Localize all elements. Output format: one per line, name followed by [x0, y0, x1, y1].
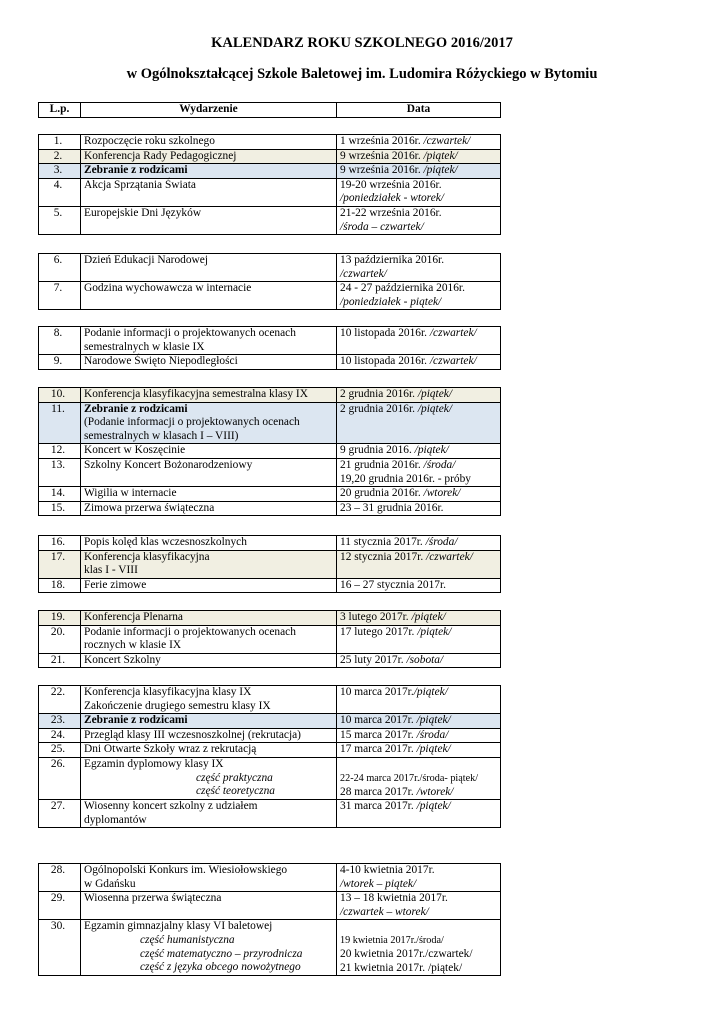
- event-cell: Rozpoczęcie roku szkolnego: [81, 135, 337, 150]
- date-cell: 16 – 27 stycznia 2017r.: [337, 578, 501, 593]
- event-text: Podanie informacji o projektowanych ocenach: [84, 625, 296, 638]
- event-cell: [81, 757, 337, 799]
- row-number: 6.: [39, 254, 81, 282]
- event-cell: [81, 800, 337, 828]
- row-number: 18.: [39, 578, 81, 593]
- event-text: Egzamin gimnazjalny klasy VI baletowej: [84, 920, 273, 933]
- date-cell: [337, 653, 501, 668]
- date-text: 25 luty 2017r.: [340, 653, 407, 666]
- day-text: /sobota/: [406, 653, 444, 666]
- row-number: 3.: [39, 164, 81, 179]
- day-text: /wtorek/: [416, 785, 454, 798]
- date-cell: [337, 458, 501, 486]
- date-cell: [337, 686, 501, 714]
- date-cell: 23 – 31 grudnia 2016r.: [337, 501, 501, 516]
- date-cell: [337, 743, 501, 758]
- date-text: 9 września 2016r.: [340, 164, 424, 177]
- date-text: 19-20 września 2016r.: [340, 178, 442, 191]
- table-row: [39, 164, 501, 179]
- table-row: [39, 254, 501, 282]
- row-number: 14.: [39, 487, 81, 502]
- row-number: 19.: [39, 611, 81, 626]
- date-text: 22-24 marca 2017r./środa- piątek/: [340, 772, 479, 784]
- table-row: [39, 458, 501, 486]
- row-number: 29.: [39, 892, 81, 920]
- date-text: 4-10 kwietnia 2017r.: [340, 864, 435, 876]
- day-text: /piątek/: [417, 402, 452, 415]
- day-text: /czwartek/: [426, 550, 473, 563]
- event-text: Egzamin dyplomowy klasy IX: [84, 757, 224, 770]
- date-text: 10 listopada 2016r.: [340, 327, 430, 339]
- event-cell: Konferencja klasyfikacyjna semestralna klasy IX: [81, 388, 337, 403]
- date-cell: [337, 444, 501, 459]
- day-text: /środa – czwartek/: [340, 220, 424, 233]
- event-text: część z języka obcego nowożytnego: [140, 961, 301, 974]
- date-cell: [337, 550, 501, 578]
- event-cell: Wigilia w internacie: [81, 487, 337, 502]
- row-number: 16.: [39, 536, 81, 551]
- event-text: klas I - VIII: [84, 564, 138, 577]
- date-text: 21 kwietnia 2017r. /piątek/: [340, 961, 463, 974]
- day-text: /czwartek/: [423, 135, 471, 147]
- page-subtitle: w Ogólnokształcącej Szkole Baletowej im. Ludomira Różyckiego w Bytomiu: [126, 66, 598, 82]
- date-text: 20 kwietnia 2017r./czwartek/: [340, 947, 473, 960]
- date-cell: [337, 892, 501, 920]
- page-title: KALENDARZ ROKU SZKOLNEGO 2016/2017: [211, 35, 513, 51]
- table-row: [39, 444, 501, 459]
- date-text: 11 stycznia 2017r.: [340, 536, 426, 548]
- table-row: [39, 757, 501, 799]
- day-text: /środa/: [423, 458, 456, 471]
- event-cell: Dzień Edukacji Narodowej: [81, 254, 337, 282]
- day-text: /piątek/: [416, 714, 451, 727]
- event-cell: Koncert w Koszęcinie: [81, 444, 337, 459]
- event-cell: Ferie zimowe: [81, 578, 337, 593]
- event-text: rocznych w klasie IX: [84, 639, 182, 652]
- date-cell: [337, 355, 501, 370]
- date-text: 20 grudnia 2016r.: [340, 487, 424, 500]
- event-text: Zakończenie drugiego semestru klasy IX: [84, 699, 271, 712]
- date-text: 10 marca 2017r.: [340, 714, 417, 727]
- event-cell: Konferencja Rady Pedagogicznej: [81, 149, 337, 164]
- table-row: [39, 487, 501, 502]
- day-text: /poniedziałek - piątek/: [340, 295, 442, 308]
- row-number: 1.: [39, 135, 81, 150]
- event-text: Konferencja klasyfikacyjna: [84, 550, 210, 563]
- row-number: 21.: [39, 653, 81, 668]
- table-row: [39, 282, 501, 310]
- row-number: 7.: [39, 282, 81, 310]
- row-number: 4.: [39, 178, 81, 206]
- table-september: [38, 134, 501, 235]
- table-row: [39, 578, 501, 593]
- date-text: 3 lutego 2017r.: [340, 611, 412, 623]
- table-january: [38, 535, 501, 593]
- table-row: [39, 355, 501, 370]
- table-february: [38, 610, 501, 668]
- date-cell: [337, 149, 501, 164]
- date-text: 21 grudnia 2016r.: [340, 458, 424, 471]
- table-row: [39, 743, 501, 758]
- row-number: 10.: [39, 388, 81, 403]
- date-cell: [337, 611, 501, 626]
- day-text: /piątek/: [416, 743, 451, 756]
- table-row: [39, 178, 501, 206]
- event-cell: Konferencja Plenarna: [81, 611, 337, 626]
- table-row: [39, 920, 501, 976]
- date-cell: [337, 625, 501, 653]
- table-row: [39, 800, 501, 828]
- row-number: 24.: [39, 728, 81, 743]
- table-row: [39, 864, 501, 892]
- table-row: [39, 402, 501, 444]
- event-text: część praktyczna: [196, 771, 273, 784]
- table-march: [38, 685, 501, 828]
- row-number: 5.: [39, 206, 81, 234]
- event-text: semestralnych w klasach I – VIII): [84, 429, 239, 442]
- table-row: [39, 728, 501, 743]
- table-october: [38, 253, 501, 310]
- day-text: /piątek/: [423, 164, 458, 177]
- event-cell: [81, 625, 337, 653]
- event-text: Konferencja klasyfikacyjna klasy IX: [84, 686, 252, 698]
- table-header-row: [39, 103, 501, 118]
- event-cell: Wiosenna przerwa świąteczna: [81, 892, 337, 920]
- table-row: [39, 149, 501, 164]
- day-text: /wtorek/: [423, 487, 461, 500]
- table-row: [39, 501, 501, 516]
- date-cell: [337, 254, 501, 282]
- table-row: [39, 327, 501, 355]
- day-text: /piątek/: [423, 149, 458, 162]
- date-cell: [337, 206, 501, 234]
- day-text: /piątek/: [417, 388, 452, 400]
- event-text: Wiosenny koncert szkolny z udziałem: [84, 800, 258, 813]
- table-row: [39, 625, 501, 653]
- row-number: 17.: [39, 550, 81, 578]
- row-number: 28.: [39, 864, 81, 892]
- day-text: /wtorek – piątek/: [340, 877, 417, 890]
- day-text: /piątek/: [411, 611, 446, 623]
- table-row: [39, 611, 501, 626]
- date-cell: [337, 714, 501, 729]
- date-text: 9 grudnia 2016.: [340, 444, 415, 457]
- table-december: [38, 387, 501, 516]
- date-text: 15 marca 2017r.: [340, 728, 417, 741]
- event-text: część humanistyczna: [140, 933, 235, 946]
- date-text: 13 – 18 kwietnia 2017r.: [340, 892, 448, 905]
- table-row: [39, 388, 501, 403]
- date-text: 9 września 2016r.: [340, 149, 424, 162]
- table-row: [39, 135, 501, 150]
- date-text: 19,20 grudnia 2016r. - próby: [340, 472, 471, 485]
- day-text: /środa/: [416, 728, 449, 741]
- event-cell: Europejskie Dni Języków: [81, 206, 337, 234]
- event-cell: Zimowa przerwa świąteczna: [81, 501, 337, 516]
- event-text: (Podanie informacji o projektowanych ocenach: [84, 416, 300, 429]
- date-cell: [337, 800, 501, 828]
- day-text: /piątek/: [414, 444, 449, 457]
- header-event: Wydarzenie: [81, 103, 337, 118]
- date-cell: [337, 536, 501, 551]
- event-cell: Przegląd klasy III wczesnoszkolnej (rekrutacja): [81, 728, 337, 743]
- event-cell: Zebranie z rodzicami: [81, 714, 337, 729]
- date-text: 19 kwietnia 2017r./środa/: [340, 935, 444, 947]
- day-text: /piątek/: [417, 625, 452, 638]
- table-row: [39, 653, 501, 668]
- table-row: [39, 206, 501, 234]
- row-number: 13.: [39, 458, 81, 486]
- date-cell: [337, 728, 501, 743]
- event-cell: Godzina wychowawcza w internacie: [81, 282, 337, 310]
- date-cell: [337, 487, 501, 502]
- table-row: [39, 714, 501, 729]
- date-cell: [337, 402, 501, 444]
- table-row: [39, 536, 501, 551]
- date-text: 21-22 września 2016r.: [340, 206, 442, 219]
- date-text: 24 - 27 października 2016r.: [340, 282, 465, 295]
- row-number: 11.: [39, 402, 81, 444]
- row-number: 2.: [39, 149, 81, 164]
- row-number: 23.: [39, 714, 81, 729]
- table-row: [39, 892, 501, 920]
- event-cell: [81, 920, 337, 976]
- date-text: 17 marca 2017r.: [340, 743, 417, 756]
- event-cell: Zebranie z rodzicami: [81, 164, 337, 179]
- event-text: semestralnych w klasie IX: [84, 340, 205, 353]
- date-text: 1 września 2016r.: [340, 135, 424, 147]
- day-text: /piątek/: [416, 800, 451, 813]
- event-cell: [81, 402, 337, 444]
- table-november: [38, 326, 501, 370]
- event-text: Podanie informacji o projektowanych ocenach: [84, 327, 296, 339]
- date-cell: [337, 864, 501, 892]
- event-cell: [81, 550, 337, 578]
- event-cell: Koncert Szkolny: [81, 653, 337, 668]
- row-number: 27.: [39, 800, 81, 828]
- day-text: /czwartek – wtorek/: [340, 905, 429, 918]
- date-text: 28 marca 2017r.: [340, 785, 417, 798]
- event-cell: [81, 327, 337, 355]
- table-row: [39, 686, 501, 714]
- header-date: Data: [337, 103, 501, 118]
- event-text: Ogólnopolski Konkurs im. Wiesiołowskiego: [84, 864, 288, 876]
- event-cell: Popis kolęd klas wczesnoszkolnych: [81, 536, 337, 551]
- date-cell: [337, 757, 501, 799]
- table-april: [38, 863, 501, 976]
- header-table: [38, 102, 501, 118]
- date-cell: [337, 178, 501, 206]
- date-text: 10 marca 2017r.: [340, 686, 414, 698]
- date-cell: [337, 135, 501, 150]
- day-text: /środa/: [425, 536, 458, 548]
- row-number: 30.: [39, 920, 81, 976]
- row-number: 15.: [39, 501, 81, 516]
- row-number: 25.: [39, 743, 81, 758]
- event-cell: Narodowe Święto Niepodległości: [81, 355, 337, 370]
- event-text: w Gdańsku: [84, 877, 136, 890]
- day-text: /czwartek/: [429, 327, 477, 339]
- date-text: 13 października 2016r.: [340, 254, 445, 266]
- date-text: 31 marca 2017r.: [340, 800, 417, 813]
- row-number: 12.: [39, 444, 81, 459]
- event-cell: Szkolny Koncert Bożonarodzeniowy: [81, 458, 337, 486]
- row-number: 9.: [39, 355, 81, 370]
- event-text: dyplomantów: [84, 813, 147, 826]
- event-cell: Akcja Sprzątania Świata: [81, 178, 337, 206]
- event-cell: [81, 864, 337, 892]
- date-text: 2 grudnia 2016r.: [340, 388, 418, 400]
- date-cell: [337, 282, 501, 310]
- day-text: /czwartek/: [340, 267, 387, 280]
- header-lp: L.p.: [39, 103, 81, 118]
- day-text: /piątek/: [413, 686, 448, 698]
- event-cell: Dni Otwarte Szkoły wraz z rekrutacją: [81, 743, 337, 758]
- date-cell: [337, 388, 501, 403]
- date-text: 10 listopada 2016r.: [340, 355, 430, 368]
- event-text: część matematyczno – przyrodnicza: [140, 947, 303, 960]
- row-number: 8.: [39, 327, 81, 355]
- date-text: 17 lutego 2017r.: [340, 625, 418, 638]
- date-cell: [337, 164, 501, 179]
- event-text: część teoretyczna: [196, 785, 275, 798]
- day-text: /czwartek/: [429, 355, 477, 368]
- date-text: 2 grudnia 2016r.: [340, 402, 418, 415]
- day-text: /poniedziałek - wtorek/: [340, 192, 444, 205]
- row-number: 20.: [39, 625, 81, 653]
- row-number: 22.: [39, 686, 81, 714]
- row-number: 26.: [39, 757, 81, 799]
- event-text: Zebranie z rodzicami: [84, 402, 188, 415]
- table-row: [39, 550, 501, 578]
- date-cell: [337, 327, 501, 355]
- event-cell: [81, 686, 337, 714]
- date-cell: [337, 920, 501, 976]
- date-text: 12 stycznia 2017r.: [340, 550, 427, 563]
